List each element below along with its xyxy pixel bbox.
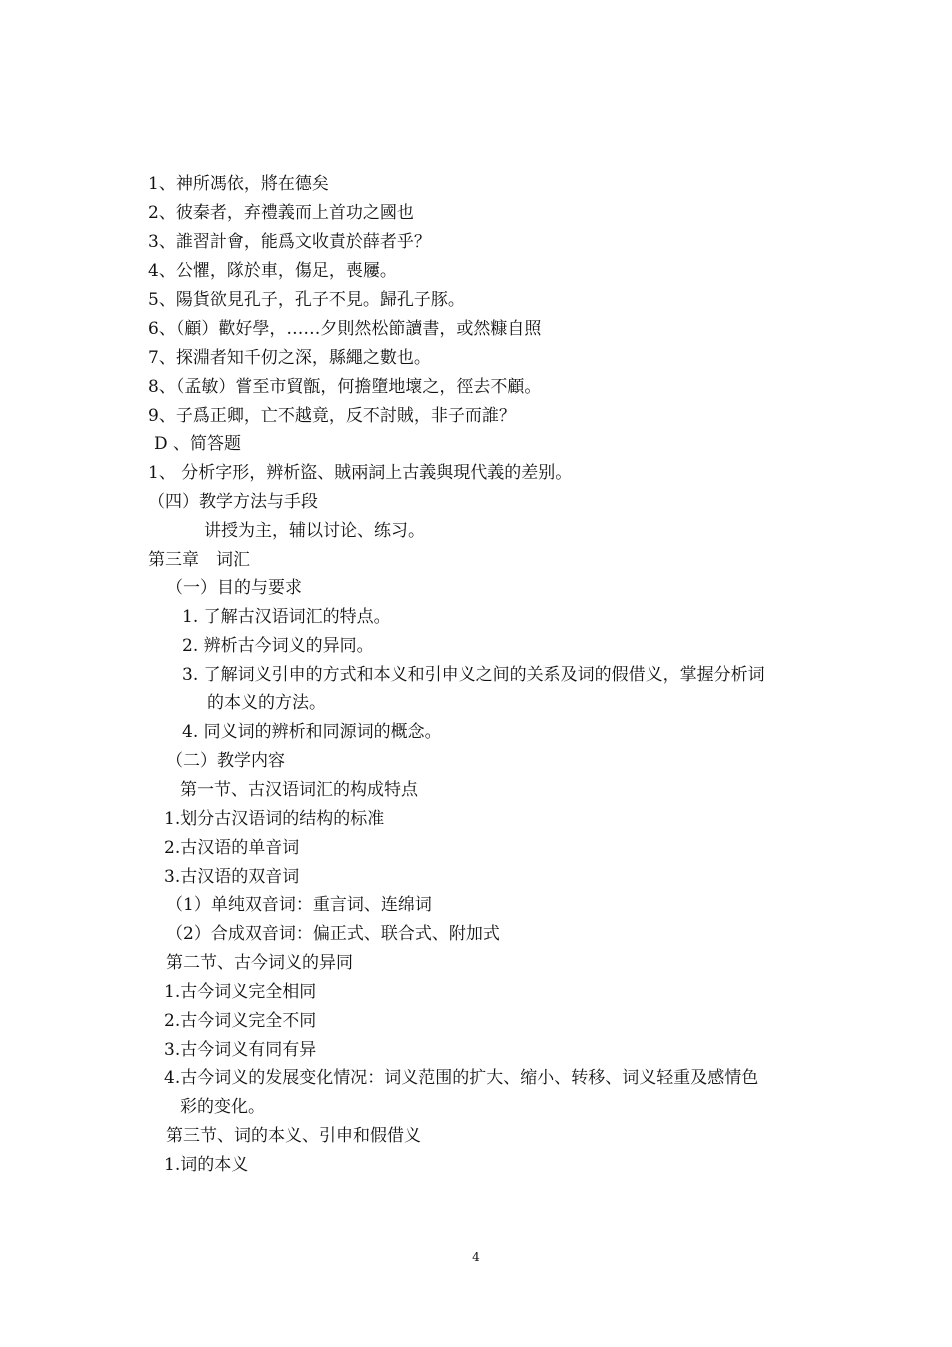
goals-heading: （一）目的与要求 bbox=[166, 578, 302, 598]
content-item: 1.划分古汉语词的结构的标准 bbox=[164, 809, 385, 829]
content-item: 2.古今词义完全不同 bbox=[164, 1011, 317, 1031]
goal-item: 4. 同义词的辨析和同源词的概念。 bbox=[182, 722, 442, 742]
methods-text: 讲授为主，辅以讨论、练习。 bbox=[204, 521, 425, 541]
section-d-question: 1、 分析字形，辨析盜、賊兩詞上古義與現代義的差别。 bbox=[148, 463, 573, 483]
content-item: 1.词的本义 bbox=[164, 1155, 249, 1175]
exercise-line: 8、（孟敏）嘗至市貿甑，何擔墮地壞之，徑去不顧。 bbox=[148, 377, 542, 397]
exercise-line: 2、彼秦者，弃禮義而上首功之國也 bbox=[148, 203, 414, 223]
exercise-line: 7、探淵者知千仞之深，縣繩之數也。 bbox=[148, 348, 431, 368]
goal-item: 2. 辨析古今词义的异同。 bbox=[182, 636, 374, 656]
content-item: 4.古今词义的发展变化情况：词义范围的扩大、缩小、转移、词义轻重及感情色 bbox=[164, 1068, 759, 1088]
exercise-line: 1、神所馮依，將在德矣 bbox=[148, 174, 329, 194]
chapter-title: 第三章 词汇 bbox=[148, 550, 250, 570]
content-item: 3.古今词义有同有异 bbox=[164, 1040, 317, 1060]
content-subitem: （1）单纯双音词：重言词、连绵词 bbox=[166, 895, 432, 915]
page-number: 4 bbox=[472, 1250, 480, 1264]
exercise-line: 5、陽貨欲見孔子，孔子不見。歸孔子豚。 bbox=[148, 290, 465, 310]
content-item: 3.古汉语的双音词 bbox=[164, 867, 300, 887]
content-heading: （二）教学内容 bbox=[166, 751, 285, 771]
content-item: 2.古汉语的单音词 bbox=[164, 838, 300, 858]
exercise-line: 4、公懼，隊於車，傷足，喪屨。 bbox=[148, 261, 397, 281]
section-title: 第一节、古汉语词汇的构成特点 bbox=[180, 780, 418, 800]
section-title: 第三节、词的本义、引申和假借义 bbox=[166, 1126, 421, 1146]
section-d-heading: D 、简答题 bbox=[154, 434, 242, 454]
content-item-continuation: 彩的变化。 bbox=[180, 1097, 265, 1117]
goal-item-continuation: 的本义的方法。 bbox=[207, 693, 326, 713]
exercise-line: 6、（顧）歡好學，……夕則然松節讀書，或然糠自照 bbox=[148, 319, 542, 339]
content-item: 1.古今词义完全相同 bbox=[164, 982, 317, 1002]
exercise-line: 9、子爲正卿，亡不越竟，反不討賊，非子而誰？ bbox=[148, 406, 516, 426]
goal-item: 1. 了解古汉语词汇的特点。 bbox=[182, 607, 391, 627]
section-title: 第二节、古今词义的异同 bbox=[166, 953, 353, 973]
methods-heading: （四）教学方法与手段 bbox=[148, 492, 318, 512]
goal-item: 3. 了解词义引申的方式和本义和引申义之间的关系及词的假借义，掌握分析词 bbox=[182, 665, 765, 685]
content-subitem: （2）合成双音词：偏正式、联合式、附加式 bbox=[166, 924, 500, 944]
exercise-line: 3、誰習計會，能爲文收責於薛者乎？ bbox=[148, 232, 431, 252]
